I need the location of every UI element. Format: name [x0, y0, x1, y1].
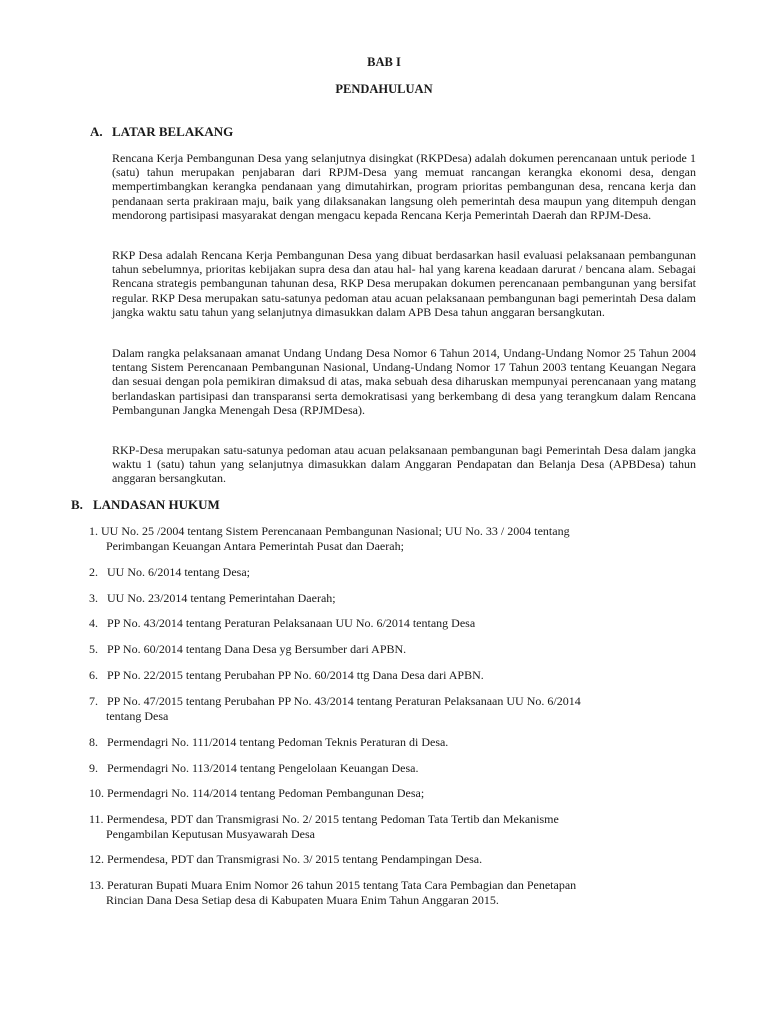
paragraph-1: Rencana Kerja Pembangunan Desa yang selanjutnya disingkat (RKPDesa) adalah dokumen perencanaan untuk periode 1 (satu) tahun merupakan penjabaran dari RPJM-Desa yang memuat rancangan kerangka ekonomi desa, dengan mempertimbangkan kerangka pendanaan yang dimutahirkan, program prioritas pembangunan desa, rencana kerja dan pendanaan serta prakiraan maju, baik yang dilaksanakan langsung oleh pemerintah desa maupun yang ditempuh dengan mendorong partisipasi masyarakat dengan mengacu kepada Rencana Kerja Pemerintah Daerah dan RPJM-Desa. [112, 151, 696, 222]
item-text: PP No. 22/2015 tentang Perubahan PP No. 60/2014 ttg Dana Desa dari APBN. [107, 668, 484, 682]
item-text: Permendagri No. 113/2014 tentang Pengelolaan Keuangan Desa. [107, 761, 419, 775]
item-number: 3. [89, 591, 98, 605]
item-number: 4. [89, 616, 98, 630]
section-a-title: LATAR BELAKANG [112, 124, 234, 139]
legal-basis-item [89, 812, 699, 842]
legal-basis-item [89, 591, 699, 606]
item-text: PP No. 60/2014 tentang Dana Desa yg Bersumber dari APBN. [107, 642, 407, 656]
item-number: 1. [89, 524, 98, 538]
item-text: UU No. 23/2014 tentang Pemerintahan Daerah; [107, 591, 336, 605]
item-text: Peraturan Bupati Muara Enim Nomor 26 tahun 2015 tentang Tata Cara Pembagian dan Penetapan [107, 878, 577, 892]
section-b-heading [71, 497, 220, 513]
legal-basis-item [89, 852, 699, 867]
item-text: Permendesa, PDT dan Transmigrasi No. 3/ 2015 tentang Pendampingan Desa. [107, 852, 483, 866]
item-number: 6. [89, 668, 98, 682]
legal-basis-item [89, 524, 699, 554]
chapter-heading: BAB I [367, 55, 401, 69]
paragraph-4: RKP-Desa merupakan satu-satunya pedoman atau acuan pelaksanaan pembangunan bagi Pemerintah Desa dalam jangka waktu 1 (satu) tahun yang selanjutnya dimasukkan dalam Anggaran Pendapatan dan Belanja Desa (APBDesa) tahun anggaran bersangkutan. [112, 443, 696, 486]
section-a-heading [90, 124, 233, 140]
item-text: PP No. 47/2015 tentang Perubahan PP No. 43/2014 tentang Peraturan Pelaksanaan UU No. 6/2014 [107, 694, 581, 708]
section-a-label: A. [90, 124, 103, 139]
item-number: 5. [89, 642, 98, 656]
item-text-continued: tentang Desa [106, 709, 169, 723]
section-b-title: LANDASAN HUKUM [93, 497, 220, 512]
section-b-label: B. [71, 497, 83, 512]
legal-basis-item [89, 642, 699, 657]
item-number: 12. [89, 852, 104, 866]
item-text: Permendagri No. 114/2014 tentang Pedoman Pembangunan Desa; [107, 786, 425, 800]
item-text-continued: Rincian Dana Desa Setiap desa di Kabupaten Muara Enim Tahun Anggaran 2015. [106, 893, 499, 907]
item-number: 9. [89, 761, 98, 775]
legal-basis-item [89, 735, 699, 750]
item-number: 11. [89, 812, 104, 826]
item-number: 13. [89, 878, 104, 892]
legal-basis-item [89, 786, 699, 801]
item-number: 2. [89, 565, 98, 579]
item-text: UU No. 6/2014 tentang Desa; [107, 565, 250, 579]
item-text-continued: Perimbangan Keuangan Antara Pemerintah Pusat dan Daerah; [106, 539, 404, 553]
legal-basis-item [89, 694, 699, 724]
item-text-continued: Pengambilan Keputusan Musyawarah Desa [106, 827, 315, 841]
paragraph-3: Dalam rangka pelaksanaan amanat Undang Undang Desa Nomor 6 Tahun 2014, Undang-Undang Nomor 25 Tahun 2004 tentang Sistem Perencanaan Pembangunan Nasional, Undang-Undang Nomor 17 Tahun 2003 tentang Keuangan Negara dan sesuai dengan pola pemikiran dimaksud di atas, maka sebuah desa diharuskan mempunyai perencanaan yang matang berlandaskan partisipasi dan transparansi serta demokratisasi yang berkembang di desa yang terangkum dalam Rencana Pembangunan Jangka Menengah Desa (RPJMDesa). [112, 346, 696, 417]
legal-basis-item [89, 565, 699, 580]
item-number: 10. [89, 786, 104, 800]
chapter-title: PENDAHULUAN [335, 82, 433, 96]
item-text: Permendagri No. 111/2014 tentang Pedoman Teknis Peraturan di Desa. [107, 735, 449, 749]
legal-basis-item [89, 616, 699, 631]
legal-basis-item [89, 878, 699, 908]
legal-basis-item [89, 668, 699, 683]
legal-basis-item [89, 761, 699, 776]
item-number: 8. [89, 735, 98, 749]
item-text: PP No. 43/2014 tentang Peraturan Pelaksanaan UU No. 6/2014 tentang Desa [107, 616, 476, 630]
item-text: Permendesa, PDT dan Transmigrasi No. 2/ 2015 tentang Pedoman Tata Tertib dan Mekanisme [106, 812, 559, 826]
item-text: UU No. 25 /2004 tentang Sistem Perencanaan Pembangunan Nasional; UU No. 33 / 2004 tentang [101, 524, 570, 538]
paragraph-2: RKP Desa adalah Rencana Kerja Pembangunan Desa yang dibuat berdasarkan hasil evaluasi pelaksanaan pembangunan tahun sebelumnya, prioritas kebijakan supra desa dan atau hal- hal yang karena keadaan darurat / bencana alam. Sebagai Rencana strategis pembangunan tahunan desa, RKP Desa merupakan dokumen perencanaan pembangunan yang bersifat regular. RKP Desa merupakan satu-satunya pedoman atau acuan pelaksanaan pembangunan bagi pemerintah Desa dalam jangka waktu satu tahun yang selanjutnya dimasukkan dalam APB Desa tahun anggaran bersangkutan. [112, 248, 696, 319]
item-number: 7. [89, 694, 98, 708]
